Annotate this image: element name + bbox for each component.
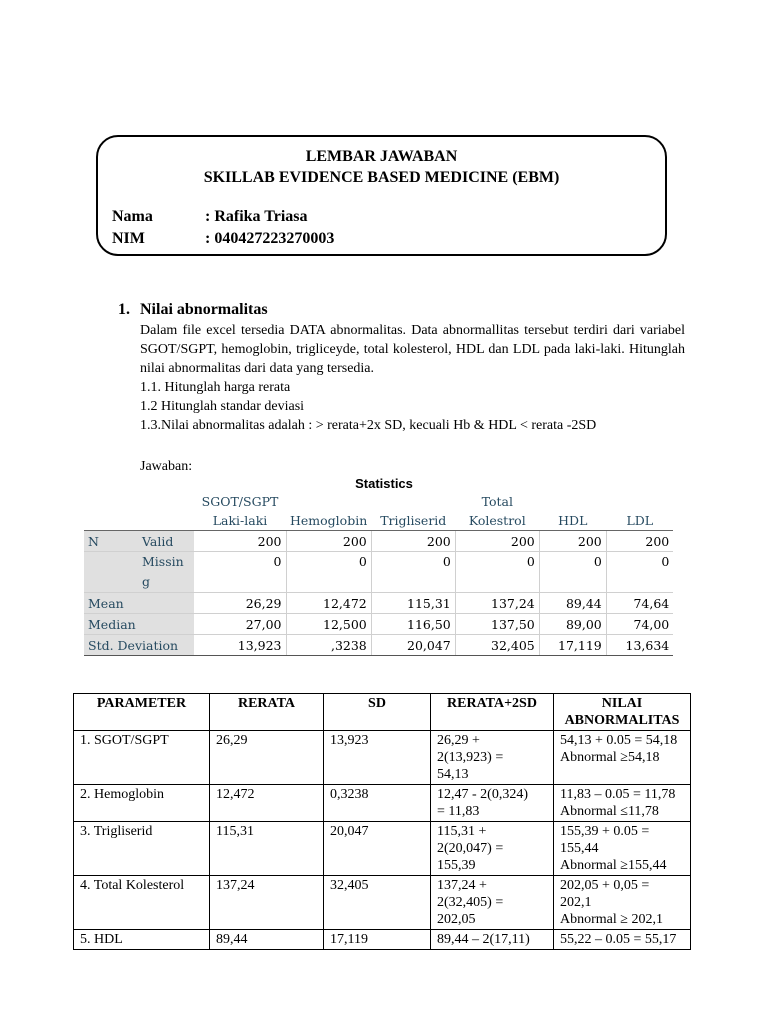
stat-cell: 137,24	[455, 593, 539, 614]
stats-row-median	[84, 614, 673, 635]
section-title	[118, 300, 268, 320]
row-label-mean: Mean	[84, 593, 194, 614]
table-cell: 26,29 + 2(13,923) = 54,13	[431, 731, 554, 785]
table-cell: 137,24	[210, 876, 324, 930]
stat-cell: 137,50	[455, 614, 539, 635]
name-row	[112, 207, 308, 227]
stats-row-mean	[84, 593, 673, 614]
col-header: Trigliserid	[371, 492, 455, 531]
statistics-title: Statistics	[355, 476, 413, 491]
stat-cell: 200	[455, 531, 539, 552]
stat-cell: 17,119	[539, 635, 606, 656]
parameter-header-row	[74, 694, 691, 731]
table-cell: 32,405	[324, 876, 431, 930]
nim-value: : 040427223270003	[205, 230, 335, 247]
stats-row-valid	[84, 531, 673, 552]
table-cell: 54,13 + 0.05 = 54,18 Abnormal ≥54,18	[554, 731, 691, 785]
table-cell: 13,923	[324, 731, 431, 785]
table-cell: 155,39 + 0.05 = 155,44 Abnormal ≥155,44	[554, 822, 691, 876]
stats-row-missing	[84, 552, 673, 593]
table-cell: 89,44 – 2(17,11)	[431, 930, 554, 950]
stat-cell: ,3238	[286, 635, 371, 656]
col-header: HDL	[539, 492, 606, 531]
header-subtitle: SKILLAB EVIDENCE BASED MEDICINE (EBM)	[203, 169, 560, 186]
table-cell: 20,047	[324, 822, 431, 876]
stat-cell: 200	[286, 531, 371, 552]
row-label-missing: Missin g	[138, 552, 194, 593]
table-cell: 2. Hemoglobin	[74, 785, 210, 822]
stat-cell: 32,405	[455, 635, 539, 656]
stat-cell: 200	[606, 531, 673, 552]
stat-cell: 12,500	[286, 614, 371, 635]
stat-cell: 13,634	[606, 635, 673, 656]
section-paragraph	[140, 321, 685, 378]
section-title-text: Nilai abnormalitas	[140, 301, 268, 318]
stat-cell: 0	[455, 552, 539, 593]
col-header: SGOT/SGPT Laki-laki	[194, 492, 286, 531]
answer-label: Jawaban:	[140, 459, 193, 474]
table-cell: 1. SGOT/SGPT	[74, 731, 210, 785]
list-item: 1.2 Hitunglah standar deviasi	[140, 399, 305, 414]
stat-cell: 0	[539, 552, 606, 593]
table-cell: 89,44	[210, 930, 324, 950]
paragraph-text: Dalam file excel tersedia DATA abnormalitas. Data abnormallitas tersebut terdiri dari variabel SGOT/SGPT, hemoglobin, trigliceyde, total kolesterol, HDL dan LDL pada laki-laki. Hitunglah nilai abnormalitas dari data yang tersedia.	[140, 323, 685, 376]
col-header: NILAI ABNORMALITAS	[554, 694, 691, 731]
stat-cell: 0	[194, 552, 286, 593]
stat-cell: 200	[194, 531, 286, 552]
nim-row	[112, 229, 334, 249]
stats-row-sd	[84, 635, 673, 656]
col-header: Hemoglobin	[286, 492, 371, 531]
header-title: LEMBAR JAWABAN	[305, 148, 458, 165]
table-cell: 115,31	[210, 822, 324, 876]
stat-cell: 20,047	[371, 635, 455, 656]
col-header: SD	[324, 694, 431, 731]
list-item: 1.1. Hitunglah harga rerata	[140, 380, 291, 395]
table-cell: 17,119	[324, 930, 431, 950]
stat-cell: 115,31	[371, 593, 455, 614]
table-row	[74, 785, 691, 822]
name-value: : Rafika Triasa	[205, 208, 308, 225]
stat-cell: 27,00	[194, 614, 286, 635]
table-cell: 115,31 + 2(20,047) = 155,39	[431, 822, 554, 876]
table-row	[74, 731, 691, 785]
stat-cell: 13,923	[194, 635, 286, 656]
table-cell: 3. Trigliserid	[74, 822, 210, 876]
stat-cell: 74,00	[606, 614, 673, 635]
col-header: Total Kolestrol	[455, 492, 539, 531]
table-cell: 0,3238	[324, 785, 431, 822]
section-number: 1.	[118, 301, 130, 318]
table-cell: 4. Total Kolesterol	[74, 876, 210, 930]
col-header: RERATA+2SD	[431, 694, 554, 731]
stat-cell: 200	[539, 531, 606, 552]
stat-cell: 0	[606, 552, 673, 593]
stat-cell: 116,50	[371, 614, 455, 635]
col-header: LDL	[606, 492, 673, 531]
stat-cell: 74,64	[606, 593, 673, 614]
table-cell: 137,24 + 2(32,405) = 202,05	[431, 876, 554, 930]
row-label-median: Median	[84, 614, 194, 635]
parameter-table	[73, 693, 691, 950]
col-header: RERATA	[210, 694, 324, 731]
table-row	[74, 930, 691, 950]
table-row	[74, 876, 691, 930]
row-label-valid: Valid	[138, 531, 194, 552]
table-cell: 55,22 – 0.05 = 55,17	[554, 930, 691, 950]
table-cell: 202,05 + 0,05 = 202,1 Abnormal ≥ 202,1	[554, 876, 691, 930]
table-cell: 11,83 – 0.05 = 11,78 Abnormal ≤11,78	[554, 785, 691, 822]
stat-cell: 89,00	[539, 614, 606, 635]
stat-cell: 0	[371, 552, 455, 593]
stat-cell: 0	[286, 552, 371, 593]
stat-cell: 89,44	[539, 593, 606, 614]
table-row	[74, 822, 691, 876]
stats-header-row	[84, 492, 673, 531]
header-box	[96, 135, 667, 256]
table-cell: 12,47 - 2(0,324) = 11,83	[431, 785, 554, 822]
row-label-sd: Std. Deviation	[84, 635, 194, 656]
name-label: Nama	[112, 208, 153, 225]
stat-cell: 12,472	[286, 593, 371, 614]
table-cell: 12,472	[210, 785, 324, 822]
statistics-table	[84, 492, 673, 656]
col-header: PARAMETER	[74, 694, 210, 731]
row-label-n: N	[84, 531, 138, 552]
table-cell: 26,29	[210, 731, 324, 785]
list-item: 1.3.Nilai abnormalitas adalah : > rerata+2x SD, kecuali Hb & HDL < rerata -2SD	[140, 418, 597, 433]
table-cell: 5. HDL	[74, 930, 210, 950]
nim-label: NIM	[112, 230, 145, 247]
stat-cell: 200	[371, 531, 455, 552]
stat-cell: 26,29	[194, 593, 286, 614]
